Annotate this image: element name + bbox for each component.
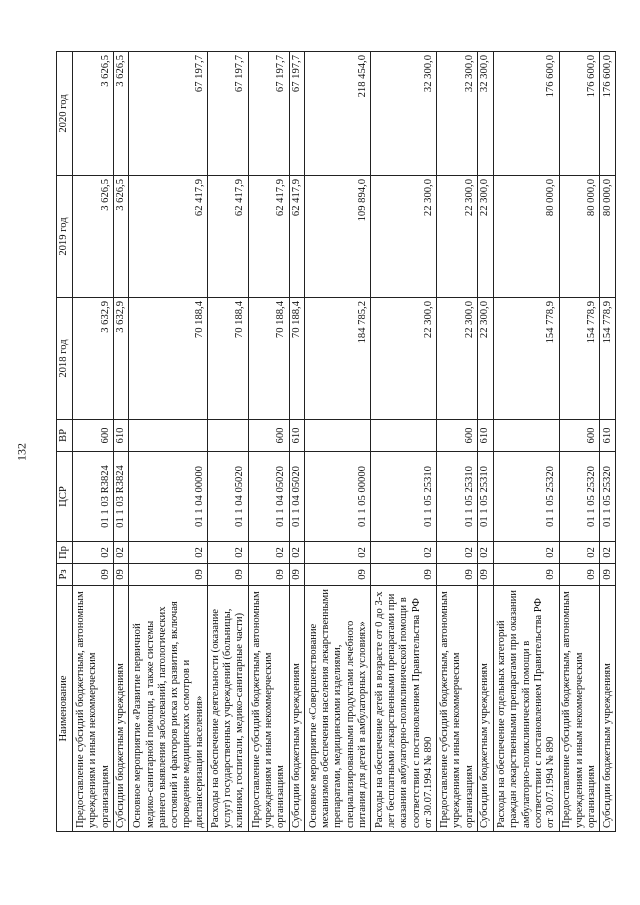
table-row [493,52,559,832]
row-2020: 32 300,0 [371,52,437,176]
header-2019: 2019 год [57,176,73,298]
row-vr [305,420,371,452]
row-2018: 22 300,0 [437,298,478,420]
row-vr [207,420,248,452]
rotated-page-content [56,52,616,832]
table-header-row [57,52,73,832]
row-vr: 600 [437,420,478,452]
row-2018: 70 188,4 [129,298,208,420]
row-name: Расходы на обеспечение детей в возрасте от 0 до 3-х лет бесплатными лекарственными препаратами при оказании амбулаторно-поликлинической помощи в соответствии с постановлением Правительства РФ от 30.07.1994 № 890 [371,586,437,832]
row-pr: 02 [73,542,114,564]
row-2019: 109 894,0 [305,176,371,298]
header-2020: 2020 год [57,52,73,176]
row-2020: 218 454,0 [305,52,371,176]
row-2019: 22 300,0 [371,176,437,298]
row-2018: 70 188,4 [248,298,289,420]
row-2018: 154 778,9 [600,298,616,420]
page-number: 132 [14,443,29,461]
row-2019: 80 000,0 [559,176,600,298]
row-2018: 154 778,9 [559,298,600,420]
table-row [248,52,289,832]
row-name: Предоставление субсидий бюджетным, автономным учреждениям и иным некоммерческим организациям [559,586,600,832]
row-pr: 02 [371,542,437,564]
row-2020: 3 626,5 [73,52,114,176]
table-row [207,52,248,832]
row-rz: 09 [493,564,559,586]
row-rz: 09 [113,564,129,586]
row-2019: 80 000,0 [493,176,559,298]
row-2020: 67 197,7 [129,52,208,176]
row-rz: 09 [477,564,493,586]
row-csr: 01 1 04 00000 [129,452,208,542]
row-name: Расходы на обеспечение отдельных категорий граждан лекарственными препаратами при оказании амбулаторно-поликлинической помощи в соответствии с постановлением Правительства РФ от 30.07.1994 № 890 [493,586,559,832]
row-rz: 09 [207,564,248,586]
header-vr: ВР [57,420,73,452]
budget-table [56,51,616,832]
row-2020: 176 600,0 [600,52,616,176]
row-vr: 600 [73,420,114,452]
table-row [477,52,493,832]
table-row [559,52,600,832]
table-row [113,52,129,832]
table-row [129,52,208,832]
row-vr: 600 [559,420,600,452]
row-rz: 09 [73,564,114,586]
row-csr: 01 1 03 R3824 [73,452,114,542]
row-2018: 154 778,9 [493,298,559,420]
row-csr: 01 1 05 25320 [493,452,559,542]
row-name: Субсидии бюджетным учреждениям [477,586,493,832]
table-row [73,52,114,832]
row-name: Основное мероприятие «Совершенствование механизмов обеспечения населения лекарственными препаратами, медицинскими изделиями, специализированными продуктами лечебного питания для детей в амбулаторных условиях» [305,586,371,832]
row-2019: 62 417,9 [289,176,305,298]
row-vr: 610 [289,420,305,452]
row-pr: 02 [129,542,208,564]
row-2018: 22 300,0 [477,298,493,420]
row-name: Предоставление субсидий бюджетным, автономным учреждениям и иным некоммерческим организациям [73,586,114,832]
row-name: Расходы на обеспечение деятельности (оказание услуг) государственных учреждений (больницы, клиники, госпитали, медико-санитарные части) [207,586,248,832]
row-2020: 3 626,5 [113,52,129,176]
row-2019: 62 417,9 [207,176,248,298]
row-csr: 01 1 03 R3824 [113,452,129,542]
row-pr: 02 [113,542,129,564]
row-2020: 32 300,0 [477,52,493,176]
row-2019: 80 000,0 [600,176,616,298]
row-2020: 32 300,0 [437,52,478,176]
row-rz: 09 [437,564,478,586]
row-2019: 3 626,5 [113,176,129,298]
row-name: Предоставление субсидий бюджетным, автономным учреждениям и иным некоммерческим организациям [437,586,478,832]
row-vr: 610 [477,420,493,452]
row-rz: 09 [305,564,371,586]
row-pr: 02 [207,542,248,564]
table-row [289,52,305,832]
row-name: Субсидии бюджетным учреждениям [113,586,129,832]
row-vr [129,420,208,452]
row-rz: 09 [248,564,289,586]
header-2018: 2018 год [57,298,73,420]
header-name: Наименование [57,586,73,832]
row-csr: 01 1 04 05020 [248,452,289,542]
table-row [371,52,437,832]
row-csr: 01 1 05 25320 [559,452,600,542]
row-2020: 176 600,0 [493,52,559,176]
row-2018: 70 188,4 [207,298,248,420]
row-2020: 67 197,7 [207,52,248,176]
row-2018: 3 632,9 [73,298,114,420]
row-pr: 02 [305,542,371,564]
row-csr: 01 1 05 25310 [477,452,493,542]
row-csr: 01 1 05 25310 [437,452,478,542]
row-2019: 3 626,5 [73,176,114,298]
row-pr: 02 [248,542,289,564]
row-csr: 01 1 04 05020 [289,452,305,542]
row-2019: 22 300,0 [477,176,493,298]
row-vr: 610 [113,420,129,452]
row-name: Субсидии бюджетным учреждениям [289,586,305,832]
row-rz: 09 [129,564,208,586]
table-row [437,52,478,832]
row-pr: 02 [600,542,616,564]
row-2018: 22 300,0 [371,298,437,420]
header-csr: ЦСР [57,452,73,542]
row-csr: 01 1 05 25320 [600,452,616,542]
row-vr [371,420,437,452]
header-rz: Рз [57,564,73,586]
row-2019: 62 417,9 [248,176,289,298]
row-2019: 22 300,0 [437,176,478,298]
row-pr: 02 [493,542,559,564]
row-csr: 01 1 04 05020 [207,452,248,542]
row-rz: 09 [371,564,437,586]
header-pr: Пр [57,542,73,564]
row-2020: 67 197,7 [248,52,289,176]
row-name: Основное мероприятие «Развитие первичной медико-санитарной помощи, а также системы раннего выявления заболеваний, патологических состояний и факторов риска их развития, включая проведение медицинских осмотров и диспансеризации населения» [129,586,208,832]
row-vr [493,420,559,452]
row-name: Предоставление субсидий бюджетным, автономным учреждениям и иным некоммерческим организациям [248,586,289,832]
row-2018: 70 188,4 [289,298,305,420]
row-2020: 176 600,0 [559,52,600,176]
table-row [305,52,371,832]
row-csr: 01 1 05 25310 [371,452,437,542]
row-2020: 67 197,7 [289,52,305,176]
row-2018: 3 632,9 [113,298,129,420]
table-row [600,52,616,832]
row-rz: 09 [289,564,305,586]
row-pr: 02 [559,542,600,564]
row-2019: 62 417,9 [129,176,208,298]
row-rz: 09 [600,564,616,586]
row-pr: 02 [437,542,478,564]
row-name: Субсидии бюджетным учреждениям [600,586,616,832]
row-2018: 184 785,2 [305,298,371,420]
row-pr: 02 [289,542,305,564]
row-vr: 610 [600,420,616,452]
row-rz: 09 [559,564,600,586]
row-pr: 02 [477,542,493,564]
row-vr: 600 [248,420,289,452]
row-csr: 01 1 05 00000 [305,452,371,542]
